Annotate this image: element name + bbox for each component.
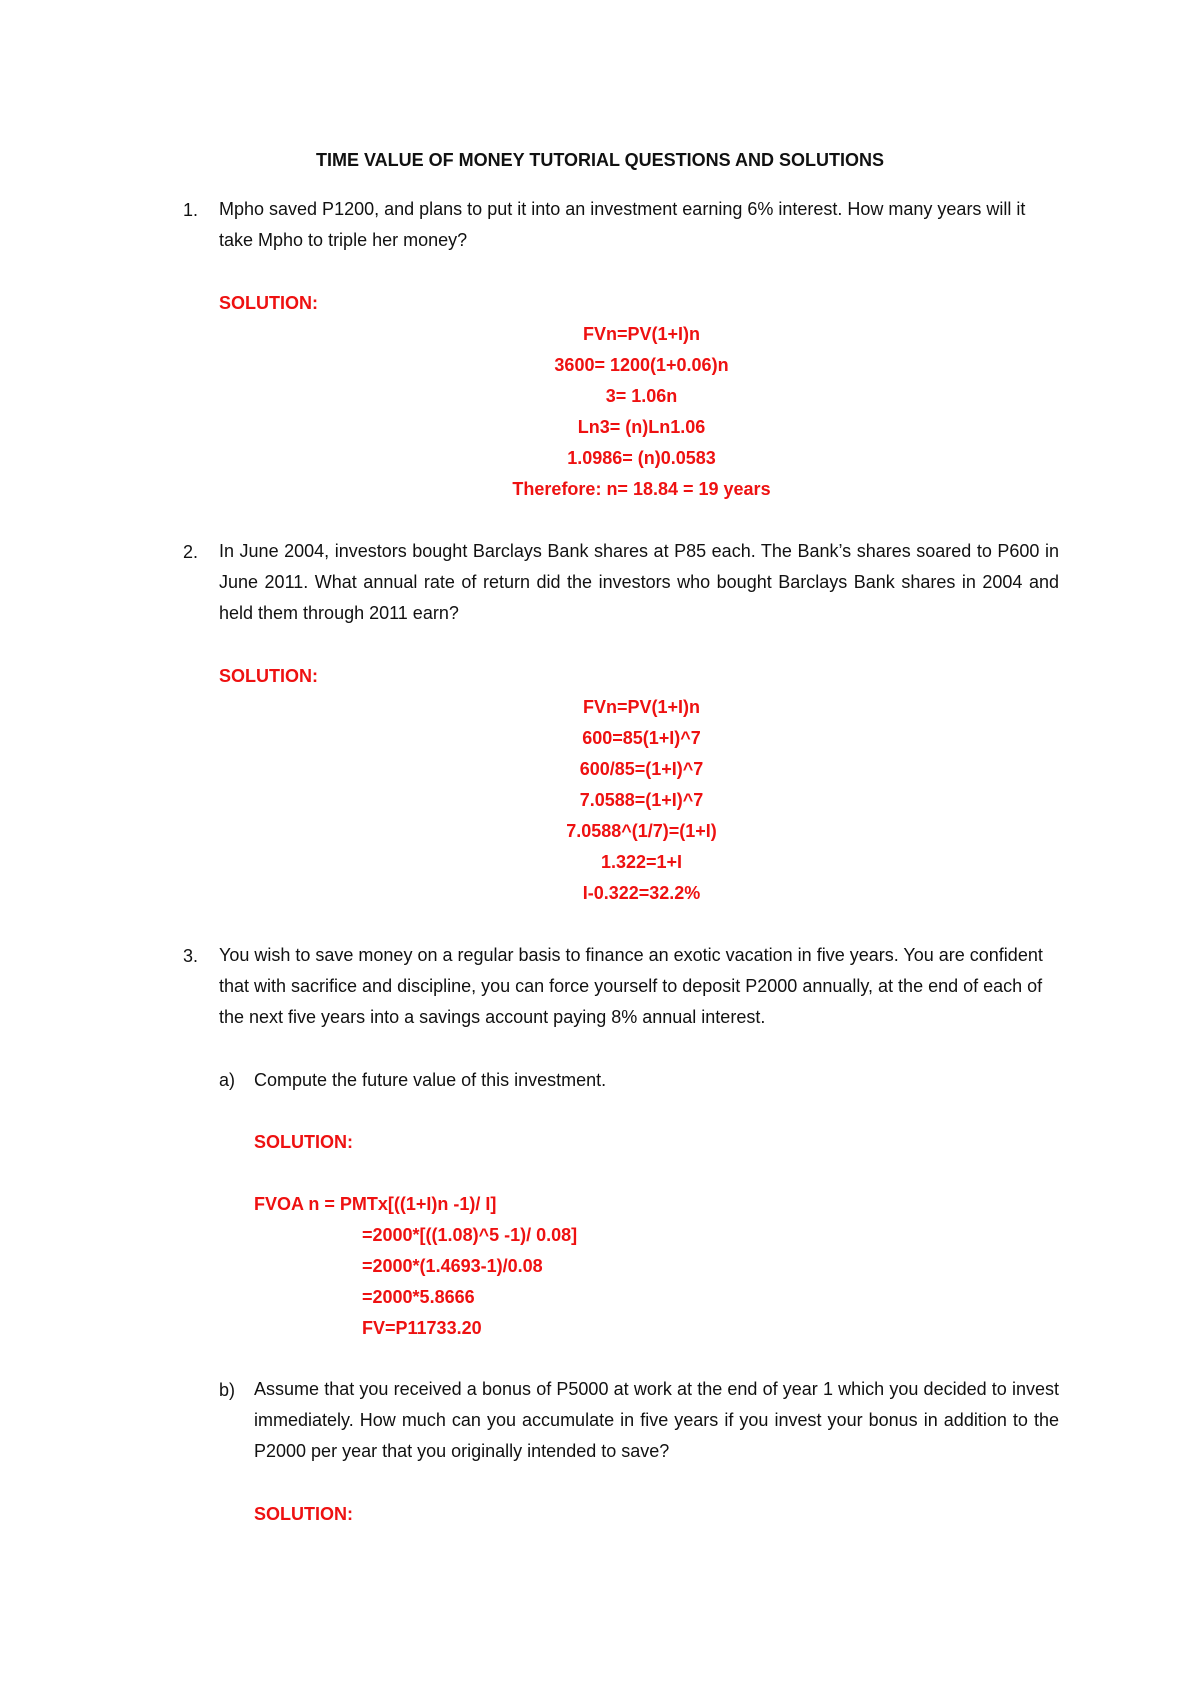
q2-step: 600/85=(1+I)^7 (579, 759, 704, 779)
question-2-number: 2. (183, 542, 199, 562)
q3a-step: =2000*5.8666 (362, 1287, 475, 1307)
q3a-step: FVOA n = PMTx[((1+I)n -1)/ I] (254, 1194, 497, 1214)
question-2-solution-label: SOLUTION: (219, 666, 318, 686)
question-1-text: Mpho saved P1200, and plans to put it into an investment earning 6% interest. How many years will it take Mpho to triple her money? (219, 199, 1026, 250)
q2-answer: I-0.322=32.2% (582, 883, 701, 903)
question-3-number: 3. (183, 946, 199, 966)
q2-step: 600=85(1+I)^7 (582, 728, 701, 748)
question-2-text: In June 2004, investors bought Barclays Bank shares at P85 each. The Bank’s shares soared to P600 in June 2011. What annual rate of return did the investors who bought Barclays Bank shares in 2004 and held them through 2011 earn? (219, 541, 1059, 623)
question-3b-text: Assume that you received a bonus of P5000 at work at the end of year 1 which you decided to invest immediately. How much can you accumulate in five years if you invest your bonus in addition to the P2000 per year that you originally intended to save? (254, 1379, 1059, 1461)
q1-step: FVn=PV(1+I)n (582, 324, 701, 344)
q1-step: 3600= 1200(1+0.06)n (554, 355, 729, 375)
question-3a-solution-label: SOLUTION: (254, 1132, 353, 1152)
question-3a-text: Compute the future value of this investment. (254, 1070, 607, 1090)
q3a-answer: FV=P11733.20 (362, 1318, 482, 1338)
q2-step: 7.0588^(1/7)=(1+I) (566, 821, 717, 841)
q2-step: 1.322=1+I (600, 852, 683, 872)
q2-step: FVn=PV(1+I)n (582, 697, 701, 717)
q1-step: 3= 1.06n (605, 386, 678, 406)
question-3b-solution-label: SOLUTION: (254, 1504, 353, 1524)
q1-step: 1.0986= (n)0.0583 (567, 448, 716, 468)
question-3b-label: b) (219, 1380, 236, 1400)
q2-step: 7.0588=(1+I)^7 (579, 790, 704, 810)
question-3a-label: a) (219, 1070, 236, 1090)
q3a-step: =2000*(1.4693-1)/0.08 (362, 1256, 543, 1276)
question-1-number: 1. (183, 200, 199, 220)
q1-step: Ln3= (n)Ln1.06 (577, 417, 706, 437)
q3a-step: =2000*[((1.08)^5 -1)/ 0.08] (362, 1225, 578, 1245)
question-1-solution-label: SOLUTION: (219, 293, 318, 313)
question-3-text: You wish to save money on a regular basis to finance an exotic vacation in five years. You are confident that with sacrifice and discipline, you can force yourself to deposit P2000 annually, at the end of each of the next five years into a savings account paying 8% annual interest. (219, 945, 1043, 1027)
document-title: TIME VALUE OF MONEY TUTORIAL QUESTIONS AND SOLUTIONS (315, 150, 885, 170)
q1-answer: Therefore: n= 18.84 = 19 years (512, 479, 771, 499)
